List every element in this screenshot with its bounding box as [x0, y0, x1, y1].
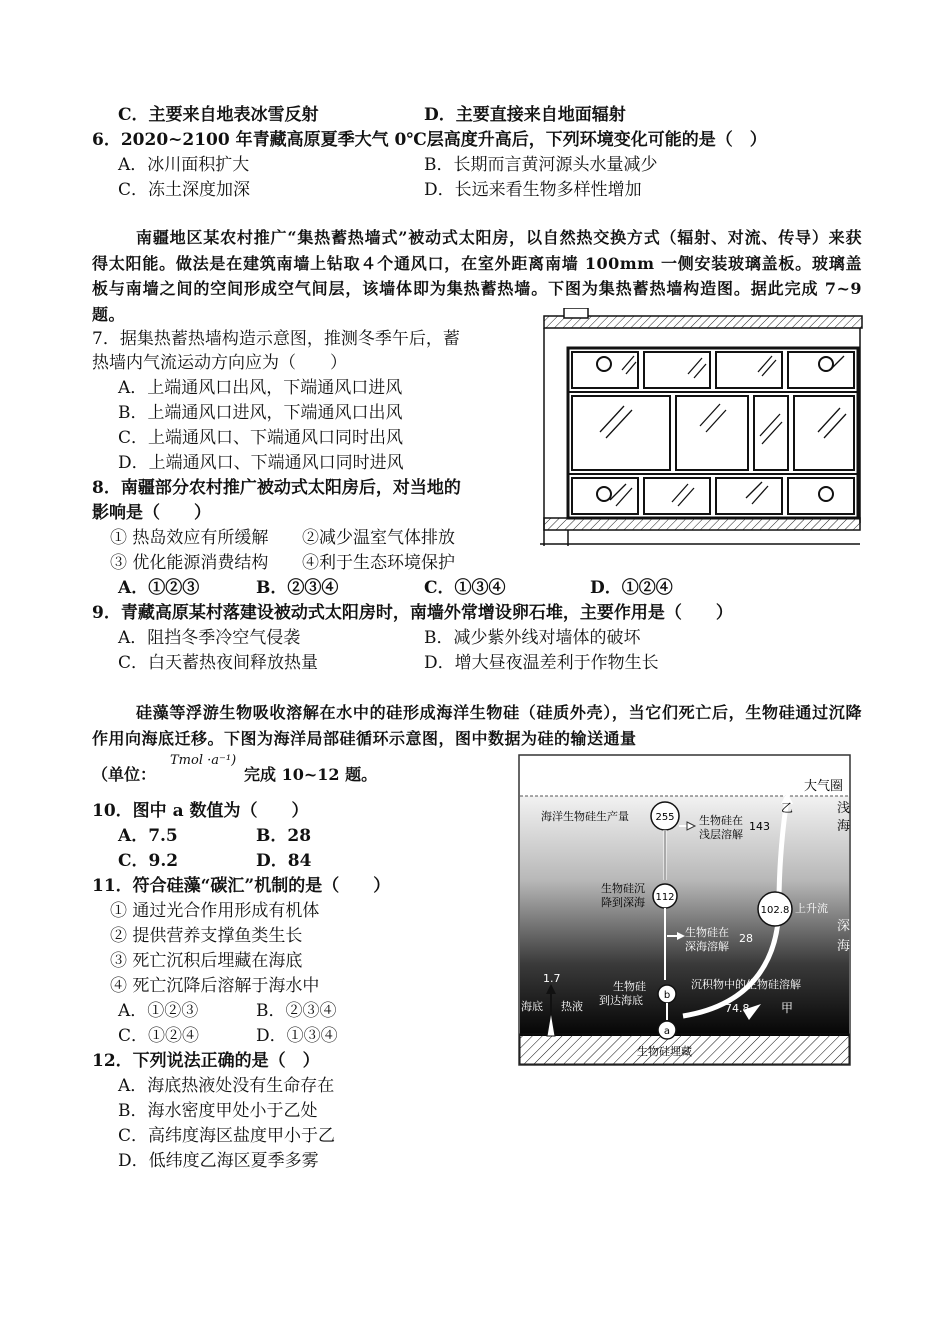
- trombe-wall-figure: [540, 308, 865, 546]
- q11-option-b: B．②③④: [256, 1001, 337, 1021]
- q7-stem-line1: 7．据集热蓄热墙构造示意图，推测冬季午后，蓄: [92, 329, 460, 349]
- hydrothermal-label: 热液: [561, 1000, 583, 1013]
- q8-item-4: ④利于生态环境保护: [302, 553, 455, 573]
- q10-option-d: D．84: [256, 851, 312, 871]
- sediment-dissolve-label: 沉积物中的生物硅溶解: [691, 978, 801, 991]
- label-jia: 甲: [781, 1001, 794, 1015]
- deep-label-1: 深: [837, 919, 851, 934]
- reach-label-2: 到达海底: [599, 994, 643, 1007]
- q12-option-b: B．海水密度甲处小于乙处: [118, 1101, 318, 1121]
- shallow-dissolve-value: 143: [749, 820, 770, 833]
- q6-option-c: C．冻土深度加深: [118, 180, 251, 200]
- q6-option-a: A．冰川面积扩大: [118, 155, 250, 175]
- q7-option-b: B．上端通风口进风，下端通风口出风: [118, 403, 403, 423]
- q8-stem-line2: 影响是（ ）: [92, 503, 211, 523]
- deep-dissolve-1: 生物硅在: [685, 926, 729, 939]
- q8-option-b: B．②③④: [256, 578, 339, 598]
- q8-option-c: C．①③④: [424, 578, 506, 598]
- passage-unit-suffix: 完成 10~12 题。: [244, 765, 378, 784]
- label-yi: 乙: [781, 801, 794, 815]
- q6-stem: 6．2020~2100 年青藏高原夏季大气 0℃层高度升高后，下列环境变化可能的是（ ）: [92, 130, 767, 150]
- sink-value: 112: [655, 892, 675, 903]
- silicon-cycle-figure: [517, 754, 852, 1066]
- burial-label: 生物硅埋藏: [637, 1045, 692, 1058]
- q8-item-2: ②减少温室气体排放: [302, 528, 455, 548]
- q7-option-a: A．上端通风口出风，下端通风口进风: [118, 378, 403, 398]
- node-b-label: b: [663, 990, 671, 1001]
- shallow-dissolve-2: 浅层溶解: [699, 828, 743, 841]
- production-value: 255: [655, 812, 675, 823]
- shallow-dissolve-1: 生物硅在: [699, 814, 743, 827]
- q11-option-d: D．①③④: [256, 1026, 338, 1046]
- q10-option-a: A．7.5: [118, 826, 178, 846]
- sediment-dissolve-value: 74.8: [725, 1002, 750, 1015]
- passage-unit-prefix: （单位：: [92, 765, 157, 784]
- q6-option-d: D．长远来看生物多样性增加: [424, 180, 642, 200]
- q7-stem-line2: 热墙内气流运动方向应为（ ）: [92, 353, 347, 373]
- q11-item-4: ④ 死亡沉降后溶解于海水中: [110, 976, 320, 996]
- q10-option-b: B．28: [256, 826, 312, 846]
- q6-option-b: B．长期而言黄河源头水量减少: [424, 155, 658, 175]
- q12-option-c: C．高纬度海区盐度甲小于乙: [118, 1126, 336, 1146]
- deep-dissolve-2: 深海溶解: [685, 940, 729, 953]
- passage-solar-house: 南疆地区某农村推广“集热蓄热墙式”被动式太阳房，以自然热交换方式（辐射、对流、传导）来获得太阳能。做法是在建筑南墙上钻取４个通风口，在室外距离南墙 100mm 一侧安装玻璃盖板。玻璃盖板与南墙之间的空间形成空气间层，该墙体即为集热蓄热墙。下图为集热蓄热墙构造图。据此完成 7~9 题。: [92, 228, 862, 324]
- production-label: 海洋生物硅生产量: [541, 810, 629, 823]
- node-a-label: a: [663, 1026, 671, 1037]
- reach-label-1: 生物硅: [613, 980, 646, 993]
- q9-option-d: D．增大昼夜温差利于作物生长: [424, 653, 659, 673]
- deep-dissolve-value: 28: [739, 932, 753, 945]
- q12-option-a: A．海底热液处没有生命存在: [118, 1076, 335, 1096]
- q9-option-c: C．白天蓄热夜间释放热量: [118, 653, 319, 673]
- passage-unit: Tmol ·a⁻¹): [170, 753, 237, 768]
- q11-option-c: C．①②④: [118, 1026, 200, 1046]
- q5-option-c: C．主要来自地表冰雪反射: [118, 105, 319, 125]
- q7-option-c: C．上端通风口、下端通风口同时出风: [118, 428, 404, 448]
- q12-stem: 12．下列说法正确的是（ ）: [92, 1051, 320, 1071]
- q9-option-b: B．减少紫外线对墙体的破坏: [424, 628, 641, 648]
- q9-stem: 9．青藏高原某村落建设被动式太阳房时，南墙外常增设卵石堆，主要作用是（ ）: [92, 603, 733, 623]
- q8-option-d: D．①②④: [590, 578, 673, 598]
- q9-option-a: A．阻挡冬季冷空气侵袭: [118, 628, 301, 648]
- q12-option-d: D．低纬度乙海区夏季多雾: [118, 1151, 319, 1171]
- q11-option-a: A．①②③: [118, 1001, 199, 1021]
- q10-stem: 10．图中 a 数值为（ ）: [92, 801, 309, 821]
- hydro-value: 1.7: [543, 972, 561, 985]
- q11-item-3: ③ 死亡沉积后埋藏在海底: [110, 951, 303, 971]
- q10-option-c: C．9.2: [118, 851, 179, 871]
- q11-item-2: ② 提供营养支撑鱼类生长: [110, 926, 303, 946]
- deep-label-2: 海: [837, 939, 851, 954]
- q11-stem: 11．符合硅藻“碳汇”机制的是（ ）: [92, 876, 391, 896]
- upwelling-label: 上升流: [795, 902, 828, 915]
- sink-label-2: 降到深海: [601, 896, 645, 909]
- q8-item-1: ① 热岛效应有所缓解: [110, 528, 269, 548]
- q8-stem-line1: 8．南疆部分农村推广被动式太阳房后，对当地的: [92, 478, 461, 498]
- shallow-label-2: 海: [837, 819, 851, 834]
- atmosphere-label: 大气圈: [803, 779, 843, 794]
- q5-option-d: D．主要直接来自地面辐射: [424, 105, 626, 125]
- shallow-label-1: 浅: [837, 801, 851, 816]
- seafloor-label: 海底: [521, 1000, 543, 1013]
- upwelling-value: 102.8: [760, 905, 790, 916]
- passage-silicon-cycle: 硅藻等浮游生物吸收溶解在水中的硅形成海洋生物硅（硅质外壳），当它们死亡后，生物硅通过沉降作用向海底迁移。下图为海洋局部硅循环示意图，图中数据为硅的输送通量: [92, 703, 862, 748]
- q11-item-1: ① 通过光合作用形成有机体: [110, 901, 320, 921]
- q8-item-3: ③ 优化能源消费结构: [110, 553, 269, 573]
- q8-option-a: A．①②③: [118, 578, 200, 598]
- sink-label-1: 生物硅沉: [601, 882, 645, 895]
- q7-option-d: D．上端通风口、下端通风口同时进风: [118, 453, 404, 473]
